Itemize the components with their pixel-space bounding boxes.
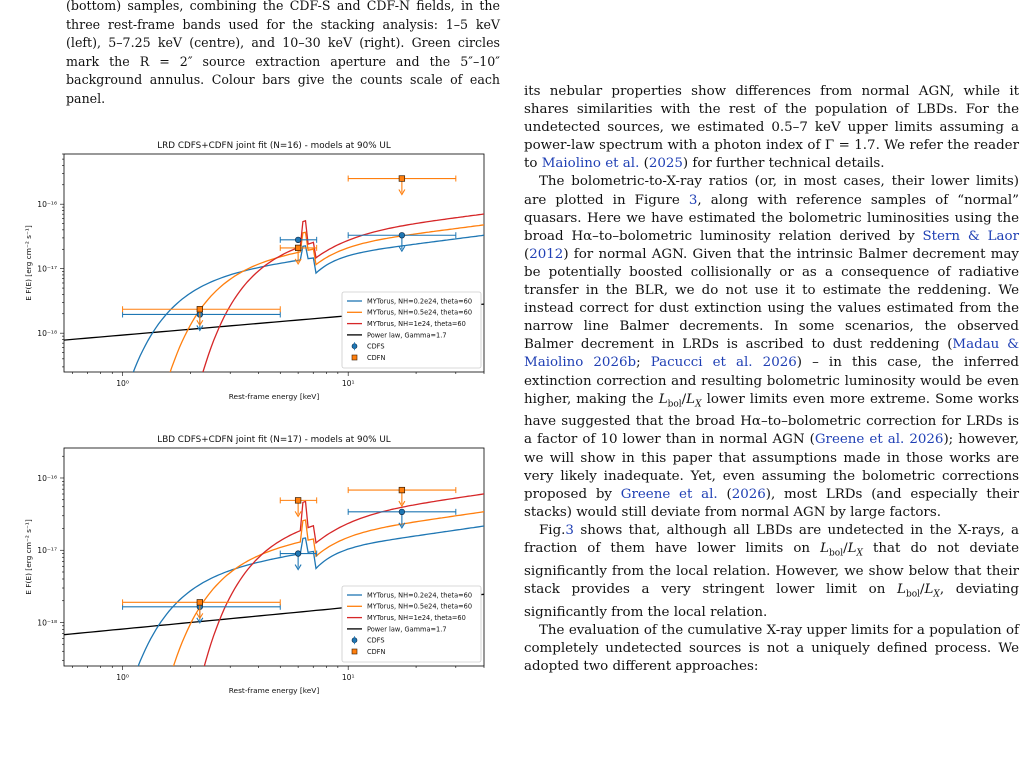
left-column <box>66 0 500 108</box>
citation-greene-link[interactable]: Greene et al. 2026 <box>814 432 944 448</box>
legend-label: Power law, Gamma=1.7 <box>367 331 447 340</box>
y-axis-label: E F(E) [erg cm⁻² s⁻¹] <box>24 519 33 595</box>
body-text <box>524 83 1019 676</box>
paragraph-3-rest: shows that, although all LBDs are undetected in the X-rays, a fraction of them have lower limits on $L_{bol}/L_X$ that do not deviate significantly from the local relation. However, we show below that their stack provides a very stringent lower limit on $L_{bol}/L_X$, deviating significantly from the local relation. <box>524 522 1019 620</box>
cdfn-marker <box>399 176 405 182</box>
lrd-xray-plot <box>20 132 512 422</box>
legend-label: MYTorus, NH=0.5e24, theta=60 <box>367 308 473 317</box>
chart-title: LRD CDFS+CDFN joint fit (N=16) - models at 90% UL <box>157 141 391 151</box>
legend-label: CDFN <box>367 353 386 362</box>
figure-3-link[interactable]: 3 <box>688 192 698 208</box>
cdfn-marker <box>197 600 203 606</box>
citation-maiolino-year-link[interactable]: 2025 <box>648 156 683 172</box>
legend-label: CDFS <box>367 636 385 645</box>
lbd-xray-plot <box>20 426 512 716</box>
cdfs-marker <box>295 237 301 243</box>
lbol-lx-ratio: $L_{bol}/L_X$ <box>658 391 702 410</box>
legend-cdfn-marker <box>352 355 357 360</box>
lbol-lx-ratio: $L_{bol}/L_X$ <box>820 541 863 559</box>
y-tick-label: 10⁻¹⁷ <box>37 264 57 274</box>
legend-cdfn-marker <box>352 649 357 654</box>
paragraph-4: The evaluation of the cumulative X-ray upper limits for a population of completely undetected sources is not a uniquely defined process. We adopted two different approaches: <box>524 622 1019 674</box>
y-tick-label: 10⁻¹⁷ <box>37 546 57 556</box>
cdfn-marker <box>295 245 301 251</box>
citation-stern-laor-link[interactable]: Stern & Laor <box>922 228 1019 244</box>
y-axis-label: E F(E) [erg cm⁻² s⁻¹] <box>24 225 33 301</box>
citation-greene-2-link[interactable]: Greene et al. <box>620 486 718 502</box>
legend-label: CDFN <box>367 647 386 656</box>
legend-label: CDFS <box>367 342 385 351</box>
legend-label: MYTorus, NH=0.2e24, theta=60 <box>367 591 473 600</box>
paragraph-2: The bolometric-to-X-ray ratios (or, in most cases, their lower limits) are plotted in Figure 3, along with reference samples of “normal” quasars. Here we have estimated the bolometric luminosities using the broad Hα–to–bolometric luminosity relation derived by Stern & Laor (2012) for normal AGN. Given that the intrinsic Balmer decrement may be potentially boosted collisionally or as a consequence of radiative transfer in the BLR, we do not use it to estimate the reddening. We instead correct for dust extinction using the values estimated from the narrow line Balmer decrements. In some scenarios, the observed Balmer decrement in LRDs is ascribed to dust reddening (Madau & Maiolino 2026b; Pacucci et al. 2026) – in this case, the inferred extinction correction and resulting bolometric luminosity would be even higher, making the $L_{bol}/L_X$ lower limits even more extreme. Some works have suggested that the broad Hα–to–bolometric correction for LRDs is a factor of 10 lower than in normal AGN (Greene et al. 2026); however, we will show in this paper that assumptions made in those works are very likely inadequate. Yet, even assuming the bolometric corrections proposed by Greene et al. (2026), most LRDs (and especially their stacks) would still deviate from normal AGN by large factors. <box>524 174 1019 520</box>
x-axis-label: Rest-frame energy [keV] <box>228 392 320 401</box>
cdfn-marker <box>295 498 301 504</box>
paragraph-3: Fig.3 shows that, although all LBDs are undetected in the X-rays, a fraction of them have lower limits on $L_{bol}/L_X$ that do not deviate significantly from the local relation. However, we show below that their stack provides a very stringent lower limit on $L_{bol}/L_X$, deviating significantly from the local relation. <box>524 522 1019 620</box>
cdfn-marker <box>399 487 405 493</box>
cdfn-marker <box>197 306 203 312</box>
y-tick-label: 10⁻¹⁶ <box>37 473 57 483</box>
citation-madau-maiolino-link[interactable]: Madau & Maiolino 2026b <box>524 337 1019 371</box>
figure-3-link-2[interactable]: 3 <box>565 522 574 538</box>
x-axis-label: Rest-frame energy [keV] <box>228 686 320 695</box>
citation-greene-2-year-link[interactable]: 2026 <box>731 486 766 502</box>
legend-label: MYTorus, NH=1e24, theta=60 <box>367 320 466 328</box>
y-tick-label: 10⁻¹⁸ <box>37 329 57 339</box>
paragraph-2-mid: ) – in this case, the inferred extinction correction and resulting bolometric luminosity would be even higher, making the $L_{bol}/L_X$ lower limits even more extreme. Some works have suggested that the broad Hα–to–bolometric correction for LRDs is a factor of 10 lower than in normal AGN ( <box>524 355 1019 448</box>
cdfs-marker <box>399 509 405 515</box>
legend-label: MYTorus, NH=1e24, theta=60 <box>367 614 466 622</box>
y-tick-label: 10⁻¹⁶ <box>37 200 57 210</box>
legend-label: MYTorus, NH=0.5e24, theta=60 <box>367 602 473 611</box>
caption-text: (bottom) samples, combining the CDF-S and CDF-N fields, in the three rest-frame bands used for the stacking analysis: 1–5 keV (left), 5–7.25 keV (centre), and 10–30 keV (right). Green circles mark the R = 2″ source extraction aperture and the 5″–10″ background annulus. Colour bars give the counts scale of each panel. <box>66 0 500 106</box>
lbol-lx-ratio: $L_{bol}/L_X$ <box>897 581 940 600</box>
citation-pacucci-link[interactable]: Pacucci et al. 2026 <box>650 355 797 371</box>
x-tick-label: 10⁰ <box>116 673 129 682</box>
figure-caption <box>66 0 500 108</box>
chart-title: LBD CDFS+CDFN joint fit (N=17) - models at 90% UL <box>157 435 391 445</box>
figure-bottom-panel <box>20 426 512 716</box>
x-tick-label: 10¹ <box>341 379 355 388</box>
figure-top-panel <box>20 132 512 422</box>
citation-maiolino-link[interactable]: Maiolino et al. <box>541 156 640 172</box>
citation-stern-laor-year-link[interactable]: 2012 <box>529 246 564 262</box>
x-tick-label: 10⁰ <box>116 379 129 388</box>
cdfs-marker <box>399 232 405 238</box>
legend-label: Power law, Gamma=1.7 <box>367 625 447 634</box>
legend-label: MYTorus, NH=0.2e24, theta=60 <box>367 297 473 306</box>
cdfs-marker <box>295 551 301 557</box>
paragraph-1: its nebular properties show differences from normal AGN, while it shares similarities with the rest of the population of LBDs. For the undetected sources, we estimated 0.5–7 keV upper limits assuming a power-law spectrum with a photon index of Γ = 1.7. We refer the reader to Maiolino et al. (2025) for further technical details. <box>524 84 1019 172</box>
right-column <box>524 0 1019 676</box>
x-tick-label: 10¹ <box>341 673 355 682</box>
y-tick-label: 10⁻¹⁸ <box>37 618 57 628</box>
